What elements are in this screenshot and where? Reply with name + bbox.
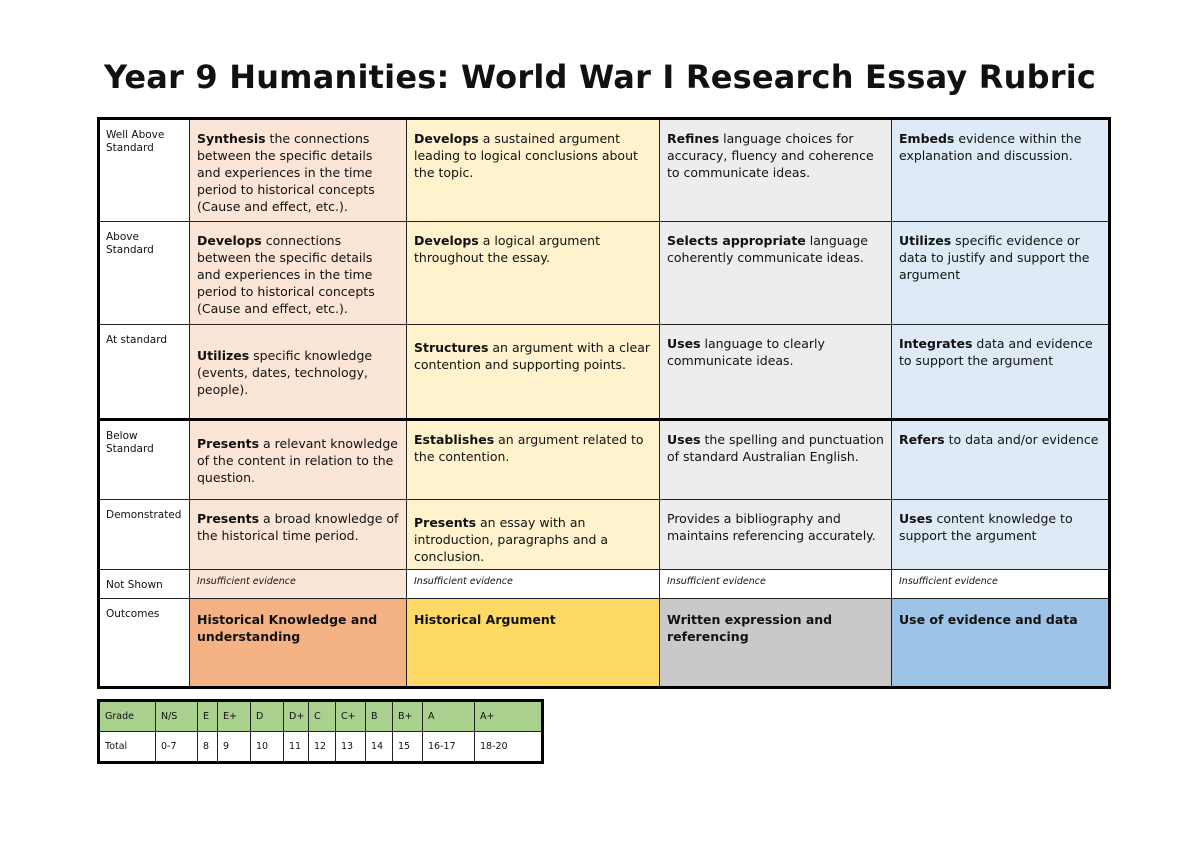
- rubric-cell: Insufficient evidence: [407, 570, 660, 599]
- rubric-cell: Utilizes specific evidence or data to justify and support the argument: [892, 222, 1110, 325]
- rubric-cell: Provides a bibliography and maintains referencing accurately.: [660, 500, 892, 570]
- rubric-cell: Presents a relevant knowledge of the content in relation to the question.: [190, 420, 407, 500]
- outcome-cell: Historical Knowledge and understanding: [190, 599, 407, 688]
- rubric-cell: Uses language to clearly communicate ideas.: [660, 325, 892, 420]
- rubric-row-outcomes: [99, 599, 1110, 688]
- total-cell: 12: [309, 732, 336, 763]
- level-label: At standard: [99, 325, 190, 420]
- grade-cell: B+: [393, 701, 423, 732]
- rubric-table: [97, 117, 1111, 689]
- level-label: Demonstrated: [99, 500, 190, 570]
- outcome-cell: Use of evidence and data: [892, 599, 1110, 688]
- rubric-cell: Synthesis the connections between the specific details and experiences in the time period to historical concepts (Cause and effect, etc.).: [190, 119, 407, 222]
- rubric-cell: Establishes an argument related to the contention.: [407, 420, 660, 500]
- grade-cell: D+: [284, 701, 309, 732]
- rubric-row-demonstrated: [99, 500, 1110, 570]
- grade-cell: E: [198, 701, 218, 732]
- grade-row: [99, 701, 543, 732]
- total-cell: 9: [218, 732, 251, 763]
- rubric-cell: Refines language choices for accuracy, fluency and coherence to communicate ideas.: [660, 119, 892, 222]
- level-label: Not Shown: [99, 570, 190, 599]
- total-cell: 16-17: [423, 732, 475, 763]
- level-label: Below Standard: [99, 420, 190, 500]
- rubric-cell: Uses content knowledge to support the argument: [892, 500, 1110, 570]
- grade-cell: A+: [475, 701, 543, 732]
- rubric-cell: Integrates data and evidence to support the argument: [892, 325, 1110, 420]
- rubric-row-not-shown: [99, 570, 1110, 599]
- total-cell: 0-7: [156, 732, 198, 763]
- grade-cell: C+: [336, 701, 366, 732]
- rubric-row-at-standard: [99, 325, 1110, 420]
- total-cell: 10: [251, 732, 284, 763]
- total-cell: 13: [336, 732, 366, 763]
- rubric-cell: Structures an argument with a clear contention and supporting points.: [407, 325, 660, 420]
- rubric-cell: Refers to data and/or evidence: [892, 420, 1110, 500]
- rubric-cell: Insufficient evidence: [892, 570, 1110, 599]
- rubric-cell: Develops connections between the specific details and experiences in the time period to historical concepts (Cause and effect, etc.).: [190, 222, 407, 325]
- rubric-cell: Develops a sustained argument leading to logical conclusions about the topic.: [407, 119, 660, 222]
- total-cell: 18-20: [475, 732, 543, 763]
- grade-cell: N/S: [156, 701, 198, 732]
- level-label: Outcomes: [99, 599, 190, 688]
- total-label: Total: [99, 732, 156, 763]
- rubric-cell: Embeds evidence within the explanation and discussion.: [892, 119, 1110, 222]
- rubric-cell: Develops a logical argument throughout the essay.: [407, 222, 660, 325]
- page-title: Year 9 Humanities: World War I Research Essay Rubric: [103, 58, 1097, 96]
- total-cell: 15: [393, 732, 423, 763]
- rubric-cell: Insufficient evidence: [660, 570, 892, 599]
- outcome-cell: Written expression and referencing: [660, 599, 892, 688]
- rubric-cell: Utilizes specific knowledge (events, dates, technology, people).: [190, 325, 407, 420]
- rubric-cell: Presents an essay with an introduction, paragraphs and a conclusion.: [407, 500, 660, 570]
- total-cell: 8: [198, 732, 218, 763]
- level-label: Well Above Standard: [99, 119, 190, 222]
- level-label: Above Standard: [99, 222, 190, 325]
- total-row: [99, 732, 543, 763]
- rubric-row-above: [99, 222, 1110, 325]
- grade-cell: A: [423, 701, 475, 732]
- rubric-cell: Uses the spelling and punctuation of standard Australian English.: [660, 420, 892, 500]
- rubric-cell: Insufficient evidence: [190, 570, 407, 599]
- grade-cell: B: [366, 701, 393, 732]
- grade-cell: C: [309, 701, 336, 732]
- outcome-cell: Historical Argument: [407, 599, 660, 688]
- grade-cell: D: [251, 701, 284, 732]
- total-cell: 14: [366, 732, 393, 763]
- rubric-cell: Selects appropriate language coherently communicate ideas.: [660, 222, 892, 325]
- total-cell: 11: [284, 732, 309, 763]
- grade-cell: E+: [218, 701, 251, 732]
- rubric-row-below-standard: [99, 420, 1110, 500]
- rubric-row-well-above: [99, 119, 1110, 222]
- grade-label: Grade: [99, 701, 156, 732]
- rubric-cell: Presents a broad knowledge of the historical time period.: [190, 500, 407, 570]
- grade-table: [97, 699, 544, 764]
